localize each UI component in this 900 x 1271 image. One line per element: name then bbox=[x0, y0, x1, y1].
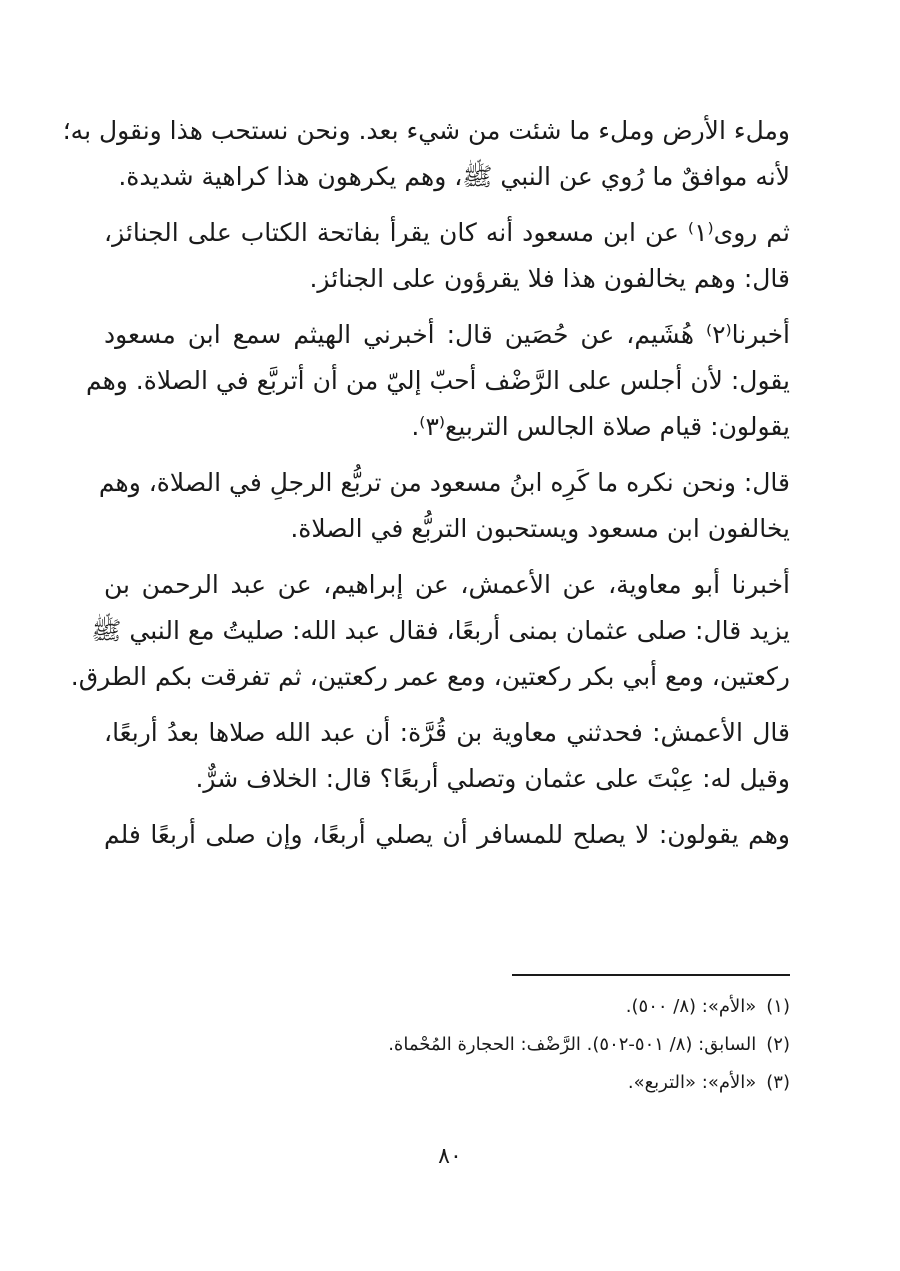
footnote-3 bbox=[230, 1064, 790, 1102]
footnote-text: «الأم»: (٨/ ٥٠٠). bbox=[625, 996, 757, 1017]
footnote-1 bbox=[230, 988, 790, 1026]
text-line: أخبرنا أبو معاوية، عن الأعمش، عن إبراهيم، عن عبد الرحمن بن bbox=[104, 570, 790, 599]
text-line: ثم روى⁽١⁾ عن ابن مسعود أنه كان يقرأ بفاتحة الكتاب على الجنائز، bbox=[104, 218, 790, 247]
main-text bbox=[62, 108, 790, 868]
footnote-number: (١) bbox=[766, 996, 790, 1017]
text-line: ركعتين، ومع أبي بكر ركعتين، ومع عمر ركعتين، ثم تفرقت بكم الطرق. bbox=[70, 662, 790, 691]
text-line: يقولون: قيام صلاة الجالس التربيع⁽٣⁾. bbox=[411, 412, 790, 441]
text-line: لأنه موافقٌ ما رُوي عن النبي ﷺ، وهم يكرهون هذا كراهية شديدة. bbox=[118, 162, 790, 191]
text-line: أخبرنا⁽٢⁾ هُشَيم، عن حُصَين قال: أخبرني الهيثم سمع ابن مسعود bbox=[104, 320, 790, 349]
text-line: قال: ونحن نكره ما كَرِه ابنُ مسعود من تربُّع الرجلِ في الصلاة، وهم bbox=[98, 468, 790, 497]
footnote-text: السابق: (٨/ ٥٠١-٥٠٢). الرَّضْف: الحجارة المُحْماة. bbox=[388, 1034, 757, 1055]
paragraph-1 bbox=[62, 108, 790, 200]
footnote-number: (٢) bbox=[766, 1034, 790, 1055]
paragraph-7 bbox=[104, 812, 790, 858]
paragraph-5 bbox=[70, 562, 790, 700]
page-number: ٨٠ bbox=[438, 1144, 462, 1169]
text-line: يخالفون ابن مسعود ويستحبون التربُّع في الصلاة. bbox=[290, 514, 790, 543]
footnote-2 bbox=[230, 1026, 790, 1064]
text-line: يزيد قال: صلى عثمان بمنى أربعًا، فقال عبد الله: صليتُ مع النبي ﷺ bbox=[91, 616, 790, 645]
text-line: قال الأعمش: فحدثني معاوية بن قُرَّة: أن عبد الله صلاها بعدُ أربعًا، bbox=[104, 718, 790, 747]
text-line: وهم يقولون: لا يصلح للمسافر أن يصلي أربعًا، وإن صلى أربعًا فلم bbox=[104, 820, 790, 849]
footnotes bbox=[230, 988, 790, 1102]
paragraph-6 bbox=[104, 710, 790, 802]
text-line: وقيل له: عِبْتَ على عثمان وتصلي أربعًا؟ قال: الخلاف شرٌّ. bbox=[195, 764, 790, 793]
paragraph-4 bbox=[98, 460, 790, 552]
text-line: قال: وهم يخالفون هذا فلا يقرؤون على الجنائز. bbox=[309, 264, 790, 293]
footnote-text: «الأم»: «التربع». bbox=[627, 1072, 757, 1093]
text-line: يقول: لأن أجلس على الرَّضْف أحبّ إليّ من أن أتربَّع في الصلاة. وهم bbox=[85, 366, 790, 395]
footnote-number: (٣) bbox=[766, 1072, 790, 1093]
footnote-divider bbox=[512, 974, 790, 976]
paragraph-3 bbox=[85, 312, 790, 450]
paragraph-2 bbox=[104, 210, 790, 302]
text-line: وملء الأرض وملء ما شئت من شيء بعد. ونحن نستحب هذا ونقول به؛ bbox=[62, 116, 790, 145]
